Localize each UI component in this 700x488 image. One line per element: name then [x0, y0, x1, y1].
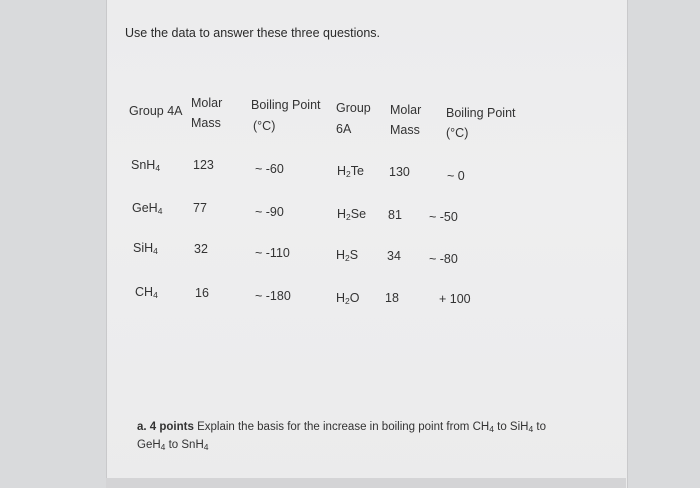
header-group-6a-line1: Group: [336, 101, 371, 115]
header-group-4a: Group 4A: [129, 104, 183, 118]
boiling-point-h2s: ~ -80: [429, 252, 458, 266]
worksheet-page: [106, 0, 628, 488]
header-group-6a-line2: 6A: [336, 122, 352, 136]
molar-mass-h2s: 34: [387, 249, 401, 263]
header-boiling-point-2-line1: Boiling Point: [446, 106, 516, 120]
boiling-point-h2se: ~ -50: [429, 210, 458, 224]
compound-snh4: SnH$_4$: [131, 158, 161, 173]
boiling-point-snh4: ~ -60: [255, 162, 284, 176]
boiling-point-h2o: + 100: [439, 292, 471, 306]
compound-h2s: $H_2S$: [336, 248, 359, 263]
header-boiling-point-2-line2: (°C): [446, 126, 469, 140]
page-bottom-edge: [106, 478, 626, 488]
header-boiling-point-1-line1: Boiling Point: [251, 98, 321, 112]
compound-geh4: GeH$_4$: [132, 201, 163, 216]
molar-mass-h2te: 130: [389, 165, 410, 179]
boiling-point-sih4: ~ -110: [255, 246, 290, 260]
compound-h2se: $H_2Se$: [337, 207, 367, 222]
compound-sih4: SiH$_4$: [133, 241, 158, 256]
header-boiling-point-1-line2: (°C): [253, 119, 276, 133]
compound-h2o: $H_2O$: [336, 291, 360, 306]
molar-mass-geh4: 77: [193, 201, 207, 215]
boiling-point-geh4: ~ -90: [255, 205, 284, 219]
instructions: Use the data to answer these three questions.: [125, 26, 381, 40]
molar-mass-ch4: 16: [195, 286, 209, 300]
header-molar-mass-2-line2: Mass: [390, 123, 420, 137]
compound-ch4: $CH_4$: [135, 285, 158, 300]
molar-mass-h2se: 81: [388, 208, 402, 222]
molar-mass-snh4: 123: [193, 158, 214, 172]
boiling-point-h2te: ~ 0: [447, 169, 465, 183]
question-points: a. 4 points: [137, 421, 194, 433]
header-molar-mass-1-line2: Mass: [191, 116, 221, 130]
compound-h2te: $H_2Te$: [337, 164, 364, 179]
molar-mass-h2o: 18: [385, 291, 399, 305]
molar-mass-sih4: 32: [194, 242, 208, 256]
header-molar-mass-2-line1: Molar: [390, 103, 422, 117]
boiling-point-ch4: ~ -180: [255, 289, 291, 303]
header-molar-mass-1-line1: Molar: [191, 96, 223, 110]
question-a: a. 4 points Explain the basis for the increase in boiling point from $CH_4$ to SiH$_4$ to GeH$_4$ to SnH$_4$: [137, 421, 546, 452]
